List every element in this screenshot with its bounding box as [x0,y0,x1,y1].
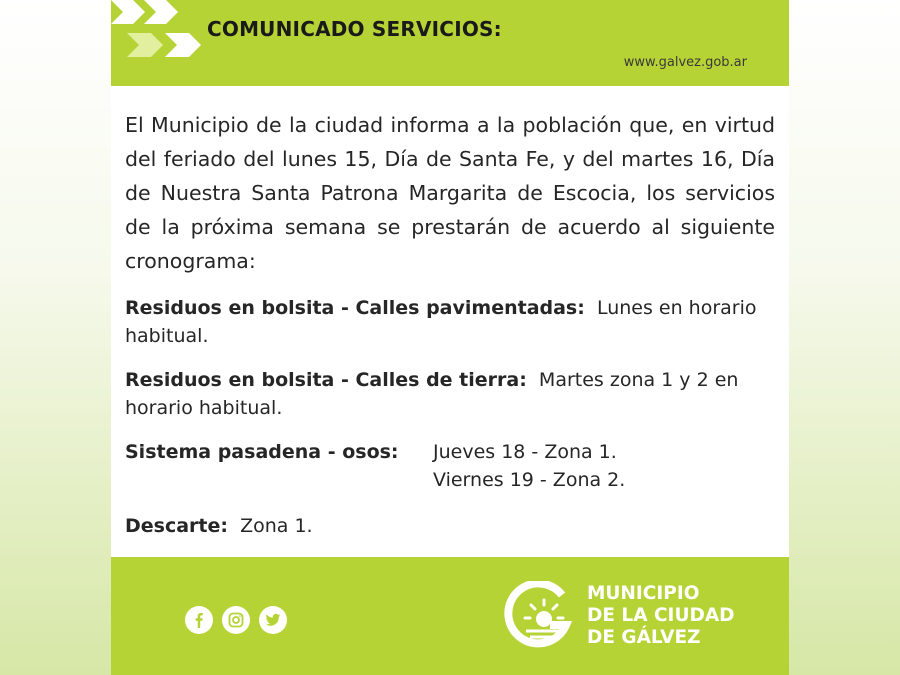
schedule-value-line: Viernes 19 - Zona 2. [433,469,626,491]
schedule-label: Descarte: [125,515,228,537]
social-links [185,606,287,634]
instagram-icon[interactable] [222,606,250,634]
schedule-value: Martes zona 1 y 2 en horario habitual. [125,369,739,419]
logo-line: DE LA CIUDAD [587,605,735,626]
logo-line: MUNICIPIO [587,583,700,604]
twitter-icon[interactable] [259,606,287,634]
chevron-decoration-icon [111,0,201,70]
schedule-value: Lunes en horario habitual. [125,297,757,347]
logo-line: DE GÁLVEZ [587,627,701,648]
schedule-item-descarte [125,512,775,540]
schedule-item-dirt [125,366,775,422]
sun-g-logo-icon [504,581,576,653]
announcement-card [111,0,789,675]
municipality-logo [504,579,784,654]
facebook-icon[interactable] [185,606,213,634]
page-title: COMUNICADO SERVICIOS: [207,17,502,41]
schedule-item-paved [125,294,775,350]
header-band [111,0,789,86]
website-url: www.galvez.gob.ar [623,55,747,70]
schedule-value-line: Jueves 18 - Zona 1. [433,441,617,463]
announcement-body [125,108,775,540]
schedule-item-pasadena [125,438,775,494]
footer-band [111,557,789,675]
schedule-value: Zona 1. [240,515,313,537]
schedule-label: Residuos en bolsita - Calles pavimentadas: [125,297,585,319]
intro-paragraph: El Municipio de la ciudad informa a la población que, en virtud del feriado del lunes 15, Día de Santa Fe, y del martes 16, Día de Nuestra Santa Patrona Margarita de Escocia, los servicios de la próxima semana se prestarán de acuerdo al siguiente cronograma: [125,113,775,273]
municipality-logo-text [587,583,735,649]
schedule-label: Residuos en bolsita - Calles de tierra: [125,369,527,391]
schedule-label: Sistema pasadena - osos: [125,441,399,463]
schedule-values [433,438,625,494]
